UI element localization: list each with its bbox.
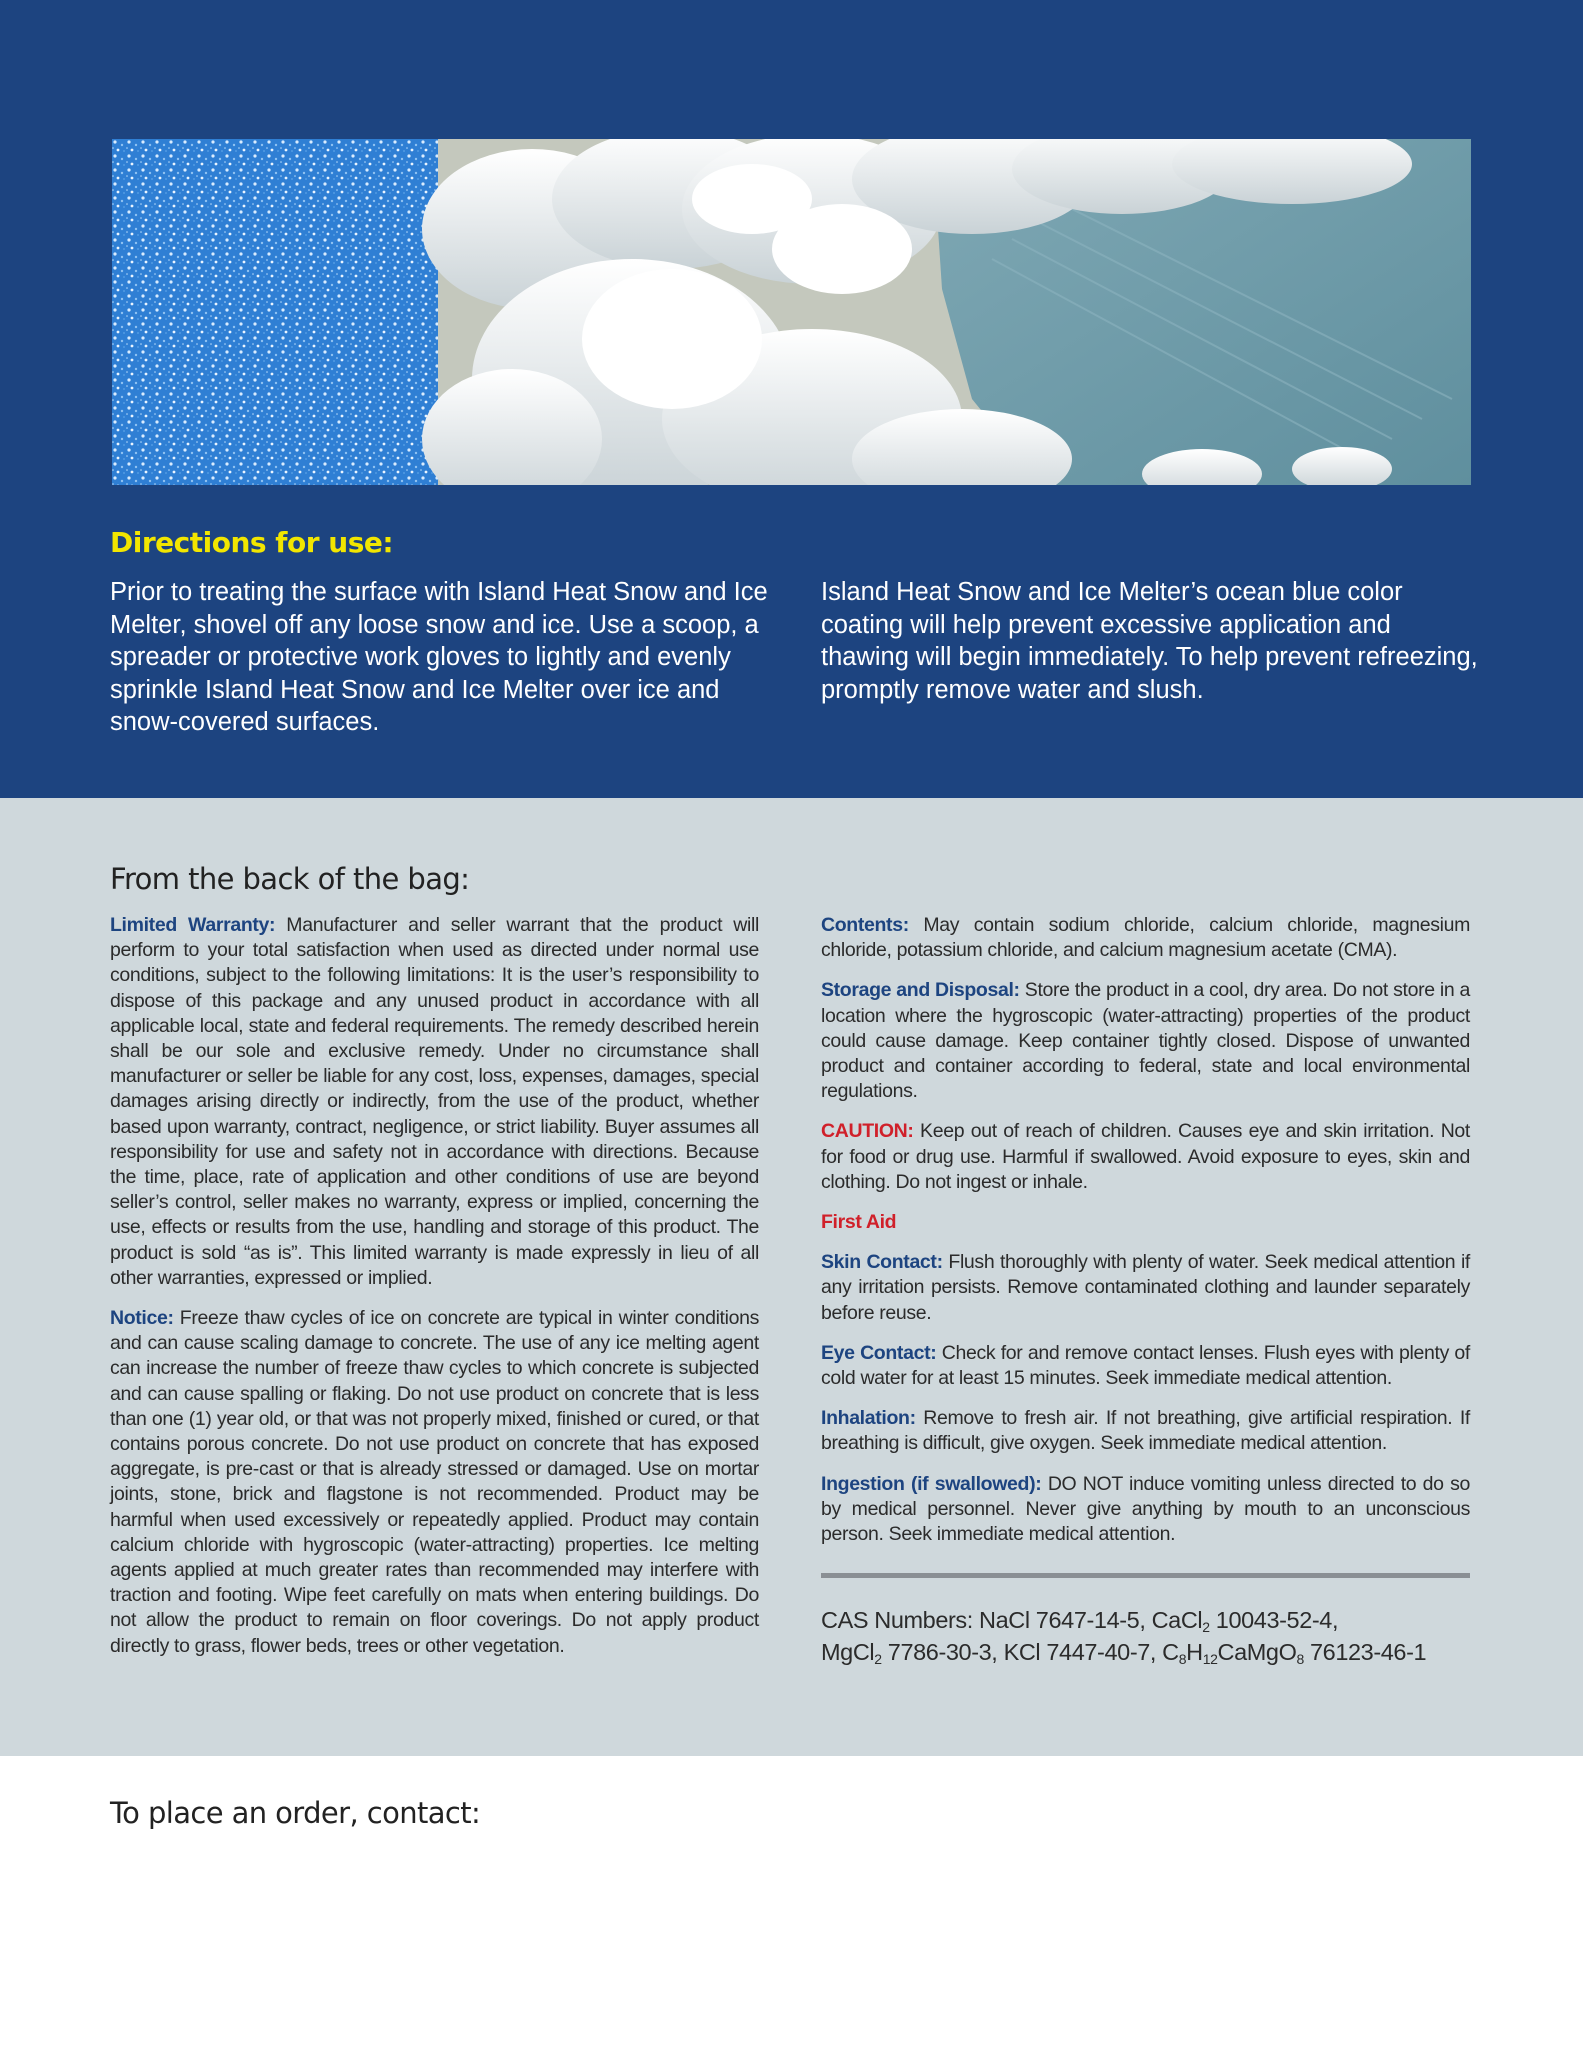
directions-text-left: Prior to treating the surface with Island Heat Snow and Ice Melter, shovel off any loose snow and ice. Use a scoop, a spreader or protective work gloves to lightly and evenly sprinkle Island Heat Snow and Ice Melter over ice and snow-covered surfaces. — [110, 578, 768, 736]
limited-warranty-text: Manufacturer and seller warrant that the product will perform to your total satisfaction when used as directed under normal use conditions, subject to the following limitations: It is the user’s responsibility to dispose of this package and any unused product in accordance with all applicable local, state and federal requirements. The remedy described herein shall be our sole and exclusive remedy. Under no circumstance shall manufacturer or seller be liable for any cost, loss, expenses, damages, special damages arising directly or indirectly, from the use of the product, whether based upon warranty, contract, negligence, or strict liability. Buyer assumes all responsibility for use and safety not in accordance with directions. Because the time, place, rate of application and other conditions of use are beyond seller’s control, seller makes no warranty, express or implied, concerning the use, effects or results from the use, handling and storage of this product. The product is sold “as is”. This limited warranty is made expressly in lieu of all other warranties, expressed or implied. — [110, 914, 759, 1289]
notice-text: Freeze thaw cycles of ice on concrete are typical in winter conditions and can cause scaling damage to concrete. The use of any ice melting agent can increase the number of freeze thaw cycles to which concrete is subjected and can cause spalling or flaking. Do not use product on concrete that is less than one (1) year old, or that was not properly mixed, finished or cured, or that contains porous concrete. Do not use product on concrete that has exposed aggregate, is pre-cast or that is already stressed or damaged. Use on mortar joints, stone, brick and flagstone is not recommended. Product may be harmful when used excessively or repeatedly applied. Product may contain calcium chloride with hygroscopic (water-attracting) properties. Ice melting agents applied at much greater rates than recommended may interfere with traction and footing. Wipe feet carefully on mats when entering buildings. Do not allow the product to remain on floor coverings. Do not apply product directly to grass, flower beds, trees or other vegetation. — [110, 1307, 759, 1657]
order-contact-heading: To place an order, contact: — [110, 1796, 481, 1830]
contents-text: May contain sodium chloride, calcium chloride, magnesium chloride, potassium chloride, and calcium magnesium acetate (CMA). — [821, 914, 1470, 962]
back-left-column — [110, 913, 759, 1674]
storage-paragraph — [821, 978, 1470, 1104]
cas-numbers — [821, 1604, 1470, 1668]
ice-melter-photo — [112, 139, 1471, 485]
cas-cma-h: H — [1186, 1639, 1203, 1666]
cas-cacl: CaCl — [1151, 1607, 1203, 1634]
cas-cma-h-sub: 12 — [1202, 1651, 1218, 1668]
directions-heading: Directions for use: — [110, 526, 394, 559]
eye-contact-paragraph — [821, 1341, 1470, 1391]
ingestion-label: Ingestion (if swallowed): — [821, 1472, 1042, 1495]
back-of-bag-heading: From the back of the bag: — [110, 862, 470, 896]
cas-cma-number: 76123-46-1 — [1303, 1639, 1427, 1666]
cas-kcl: KCl 7447-40-7, — [1003, 1639, 1163, 1666]
notice-label: Notice: — [110, 1307, 174, 1330]
directions-text-right: Island Heat Snow and Ice Melter’s ocean blue color coating will help prevent excessive application and thawing will begin immediately. To help prevent refreezing, promptly remove water and slush. — [821, 578, 1478, 704]
eye-contact-label: Eye Contact: — [821, 1341, 937, 1364]
skin-contact-paragraph — [821, 1250, 1470, 1326]
contents-label: Contents: — [821, 914, 909, 936]
notice-paragraph — [110, 1306, 759, 1659]
inhalation-paragraph — [821, 1406, 1470, 1456]
cas-mgcl-number: 7786-30-3, — [881, 1639, 1004, 1666]
divider — [821, 1573, 1470, 1578]
cas-nacl: NaCl 7647-14-5, — [979, 1607, 1152, 1634]
storage-text: Store the product in a cool, dry area. Do not store in a location where the hygroscopic (water-attracting) properties of the product could cause damage. Keep container tightly closed. Dispose of unwanted product and container according to federal, state and local environmental regulations. — [821, 979, 1470, 1103]
cas-cma-c: C — [1162, 1639, 1179, 1666]
skin-contact-text: Flush thoroughly with plenty of water. Seek medical attention if any irritation persists. Remove contaminated clothing and launder separately before reuse. — [821, 1251, 1471, 1324]
inhalation-label: Inhalation: — [821, 1407, 916, 1430]
caution-text: Keep out of reach of children. Causes eye and skin irritation. Not for food or drug use. Harmful if swallowed. Avoid exposure to eyes, skin and clothing. Do not ingest or inhale. — [821, 1120, 1470, 1193]
limited-warranty-paragraph — [110, 913, 759, 1291]
back-right-column — [821, 913, 1470, 1668]
cas-cacl-sub: 2 — [1202, 1619, 1210, 1636]
cas-cma-o-sub: 8 — [1296, 1651, 1304, 1668]
ingestion-paragraph — [821, 1472, 1470, 1548]
eye-contact-text: Check for and remove contact lenses. Flush eyes with plenty of cold water for at least 15 minutes. Seek immediate medical attention. — [821, 1341, 1470, 1390]
storage-label: Storage and Disposal: — [821, 979, 1020, 1002]
cas-prefix: CAS Numbers: — [821, 1607, 980, 1634]
cas-cma-c-sub: 8 — [1178, 1651, 1187, 1668]
contents-paragraph — [821, 913, 1470, 963]
header-photo — [112, 139, 1471, 485]
cas-mgcl-sub: 2 — [874, 1651, 882, 1668]
caution-label: CAUTION: — [821, 1120, 914, 1143]
limited-warranty-label: Limited Warranty: — [110, 914, 276, 936]
directions-panel — [0, 0, 1583, 798]
cas-mgcl: MgCl — [821, 1639, 875, 1666]
ingestion-text: DO NOT induce vomiting unless directed to do so by medical personnel. Never give anything by mouth to an unconscious person. Seek immediate medical attention. — [821, 1472, 1470, 1546]
first-aid-heading: First Aid — [821, 1211, 897, 1234]
caution-paragraph — [821, 1119, 1470, 1195]
skin-contact-label: Skin Contact: — [821, 1251, 943, 1274]
cas-cma-body: CaMgO — [1217, 1639, 1297, 1666]
cas-cacl-number: 10043-52-4, — [1209, 1607, 1339, 1634]
inhalation-text: Remove to fresh air. If not breathing, give artificial respiration. If breathing is difficult, give oxygen. Seek immediate medical attention. — [821, 1407, 1470, 1455]
